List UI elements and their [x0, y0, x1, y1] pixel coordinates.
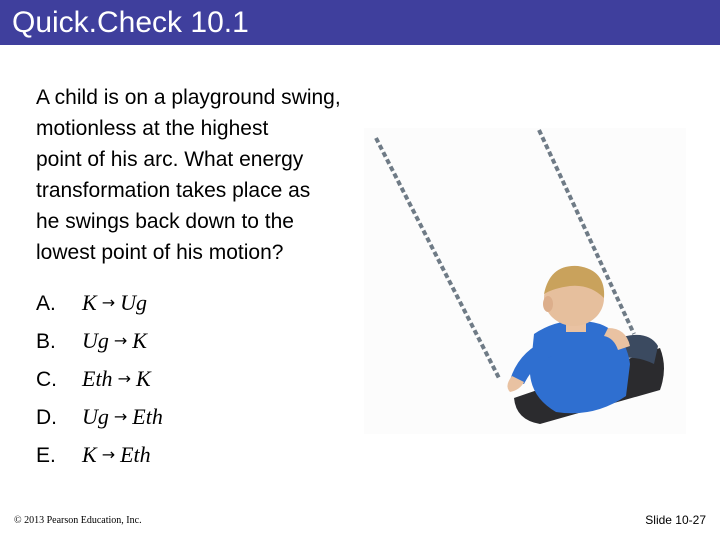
question-line: he swings back down to the — [36, 210, 294, 233]
arrow-icon: → — [101, 445, 116, 464]
ear — [543, 296, 553, 312]
option-equation — [82, 365, 151, 393]
left-chain — [376, 138, 500, 380]
slide-number: Slide 10-27 — [645, 513, 706, 527]
energy-from: Ug — [82, 404, 109, 429]
energy-from: Eth — [82, 366, 113, 391]
arrow-icon: → — [101, 293, 116, 312]
energy-to: K — [132, 328, 147, 353]
energy-from: K — [82, 290, 97, 315]
question-line: A child is on a playground swing, — [36, 86, 341, 109]
energy-from: K — [82, 442, 97, 467]
energy-to: K — [135, 366, 151, 391]
option-equation — [82, 289, 147, 317]
arrow-icon: → — [113, 331, 128, 350]
arrow-icon: → — [117, 369, 131, 388]
option-equation — [82, 403, 163, 431]
question-line: motionless at the highest — [36, 117, 269, 140]
option-letter: C. — [36, 368, 57, 391]
option-equation — [82, 327, 147, 355]
option-letter: B. — [36, 330, 56, 353]
question-line: transformation takes place as — [36, 179, 311, 202]
option-equation — [82, 441, 151, 469]
copyright-text: © 2013 Pearson Education, Inc. — [14, 515, 142, 526]
child-on-swing-illustration — [364, 128, 686, 434]
energy-from: Ug — [82, 328, 109, 353]
energy-to: Ug — [120, 290, 147, 315]
question-text — [36, 82, 396, 268]
arrow-icon: → — [113, 407, 128, 426]
option-letter: A. — [36, 292, 56, 315]
question-line: point of his arc. What energy — [36, 148, 304, 171]
energy-to: Eth — [132, 404, 163, 429]
title-bar — [0, 0, 720, 45]
energy-to: Eth — [120, 442, 151, 467]
question-line: lowest point of his motion? — [36, 241, 284, 264]
option-letter: E. — [36, 444, 56, 467]
option-letter: D. — [36, 406, 57, 429]
swing-photo — [364, 128, 686, 434]
slide-title: Quick.Check 10.1 — [12, 6, 249, 39]
